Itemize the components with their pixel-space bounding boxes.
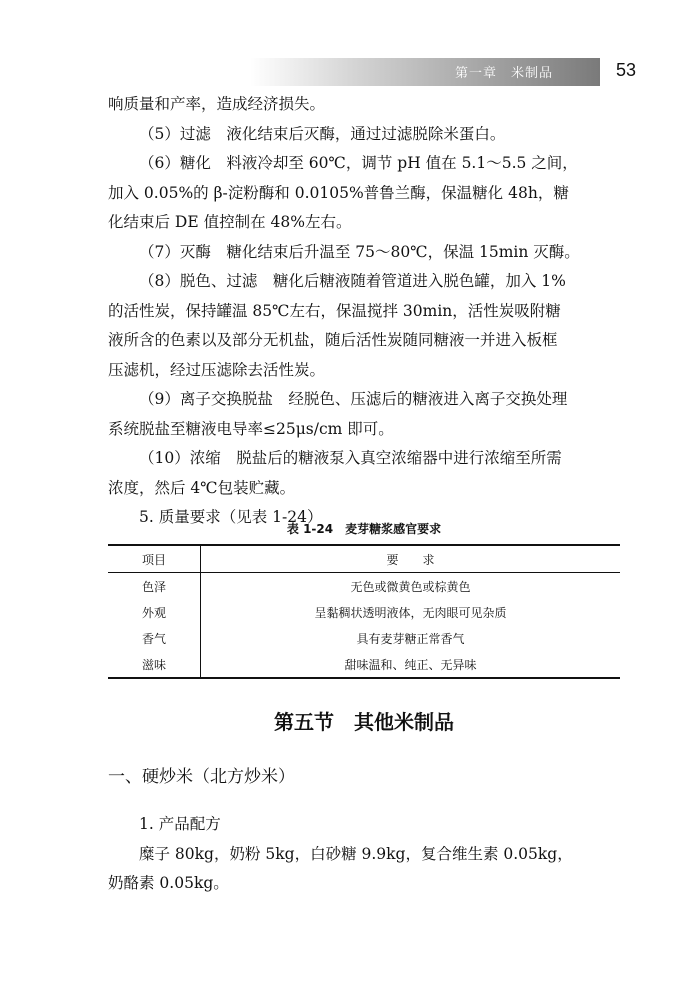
table-row	[108, 625, 620, 651]
table-header-row	[108, 545, 620, 573]
paragraph-line: 加入 0.05%的 β-淀粉酶和 0.0105%普鲁兰酶，保温糖化 48h，糖	[108, 183, 569, 202]
table-cell-item: 滋味	[108, 651, 201, 678]
table-cell-requirement: 呈黏稠状透明液体，无肉眼可见杂质	[314, 605, 507, 620]
subsection-heading: 一、硬炒米（北方炒米）	[108, 767, 295, 787]
paragraph-line: 糜子 80kg，奶粉 5kg，白砂糖 9.9kg，复合维生素 0.05kg，	[139, 844, 573, 863]
item-heading: 1. 产品配方	[139, 815, 221, 833]
paragraph-line: 系统脱盐至糖液电导率≤25μs/cm 即可。	[108, 419, 394, 438]
table-cell-item: 香气	[108, 625, 201, 651]
table-row	[108, 651, 620, 678]
paragraph-line: （7）灭酶 糖化结束后升温至 75～80℃，保温 15min 灭酶。	[139, 242, 580, 261]
table-caption: 表 1-24 麦芽糖浆感官要求	[286, 522, 442, 536]
quality-table	[108, 544, 620, 679]
paragraph-line: 奶酪素 0.05kg。	[108, 874, 229, 892]
paragraph-line: 压滤机，经过压滤除去活性炭。	[108, 360, 326, 379]
section-body	[108, 810, 628, 899]
paragraph-line: 浓度，然后 4℃包装贮藏。	[108, 478, 296, 497]
section-title: 第五节 其他米制品	[274, 710, 454, 734]
paragraph-line: 响质量和产率，造成经济损失。	[108, 95, 326, 113]
paragraph-line: （6）糖化 料液冷却至 60℃，调节 pH 值在 5.1～5.5 之间，	[139, 154, 578, 172]
table-header-item: 项目	[108, 545, 201, 573]
table-cell-item: 外观	[108, 599, 201, 625]
table-cell-item: 色泽	[108, 573, 201, 600]
paragraph-line: （10）浓缩 脱盐后的糖液泵入真空浓缩器中进行浓缩至所需	[139, 449, 562, 467]
table-row	[108, 573, 620, 600]
paragraph-line: （8）脱色、过滤 糖化后糖液随着管道进入脱色罐，加入 1%	[139, 272, 566, 290]
paragraph-line: 化结束后 DE 值控制在 48%左右。	[108, 213, 352, 231]
paragraph-line: 液所含的色素以及部分无机盐，随后活性炭随同糖液一并进入板框	[108, 331, 558, 349]
paragraph-line: 的活性炭，保持罐温 85℃左右，保温搅拌 30min，活性炭吸附糖	[108, 301, 561, 320]
table-cell-requirement: 甜味温和、纯正、无异味	[344, 657, 477, 672]
paragraph-line: （9）离子交换脱盐 经脱色、压滤后的糖液进入离子交换处理	[139, 390, 568, 408]
table-cell-requirement: 具有麦芽糖正常香气	[356, 631, 465, 646]
table-cell-requirement: 无色或微黄色或棕黄色	[350, 579, 471, 594]
paragraph-line: 5. 质量要求（见表 1-24）	[139, 508, 323, 526]
running-title: 第一章 米制品	[455, 66, 554, 81]
body-text	[108, 90, 628, 533]
table-row	[108, 599, 620, 625]
paragraph-line: （5）过滤 液化结束后灭酶，通过过滤脱除米蛋白。	[139, 124, 506, 143]
table-header-requirement: 要 求	[386, 552, 435, 567]
page-number: 53	[616, 60, 637, 80]
